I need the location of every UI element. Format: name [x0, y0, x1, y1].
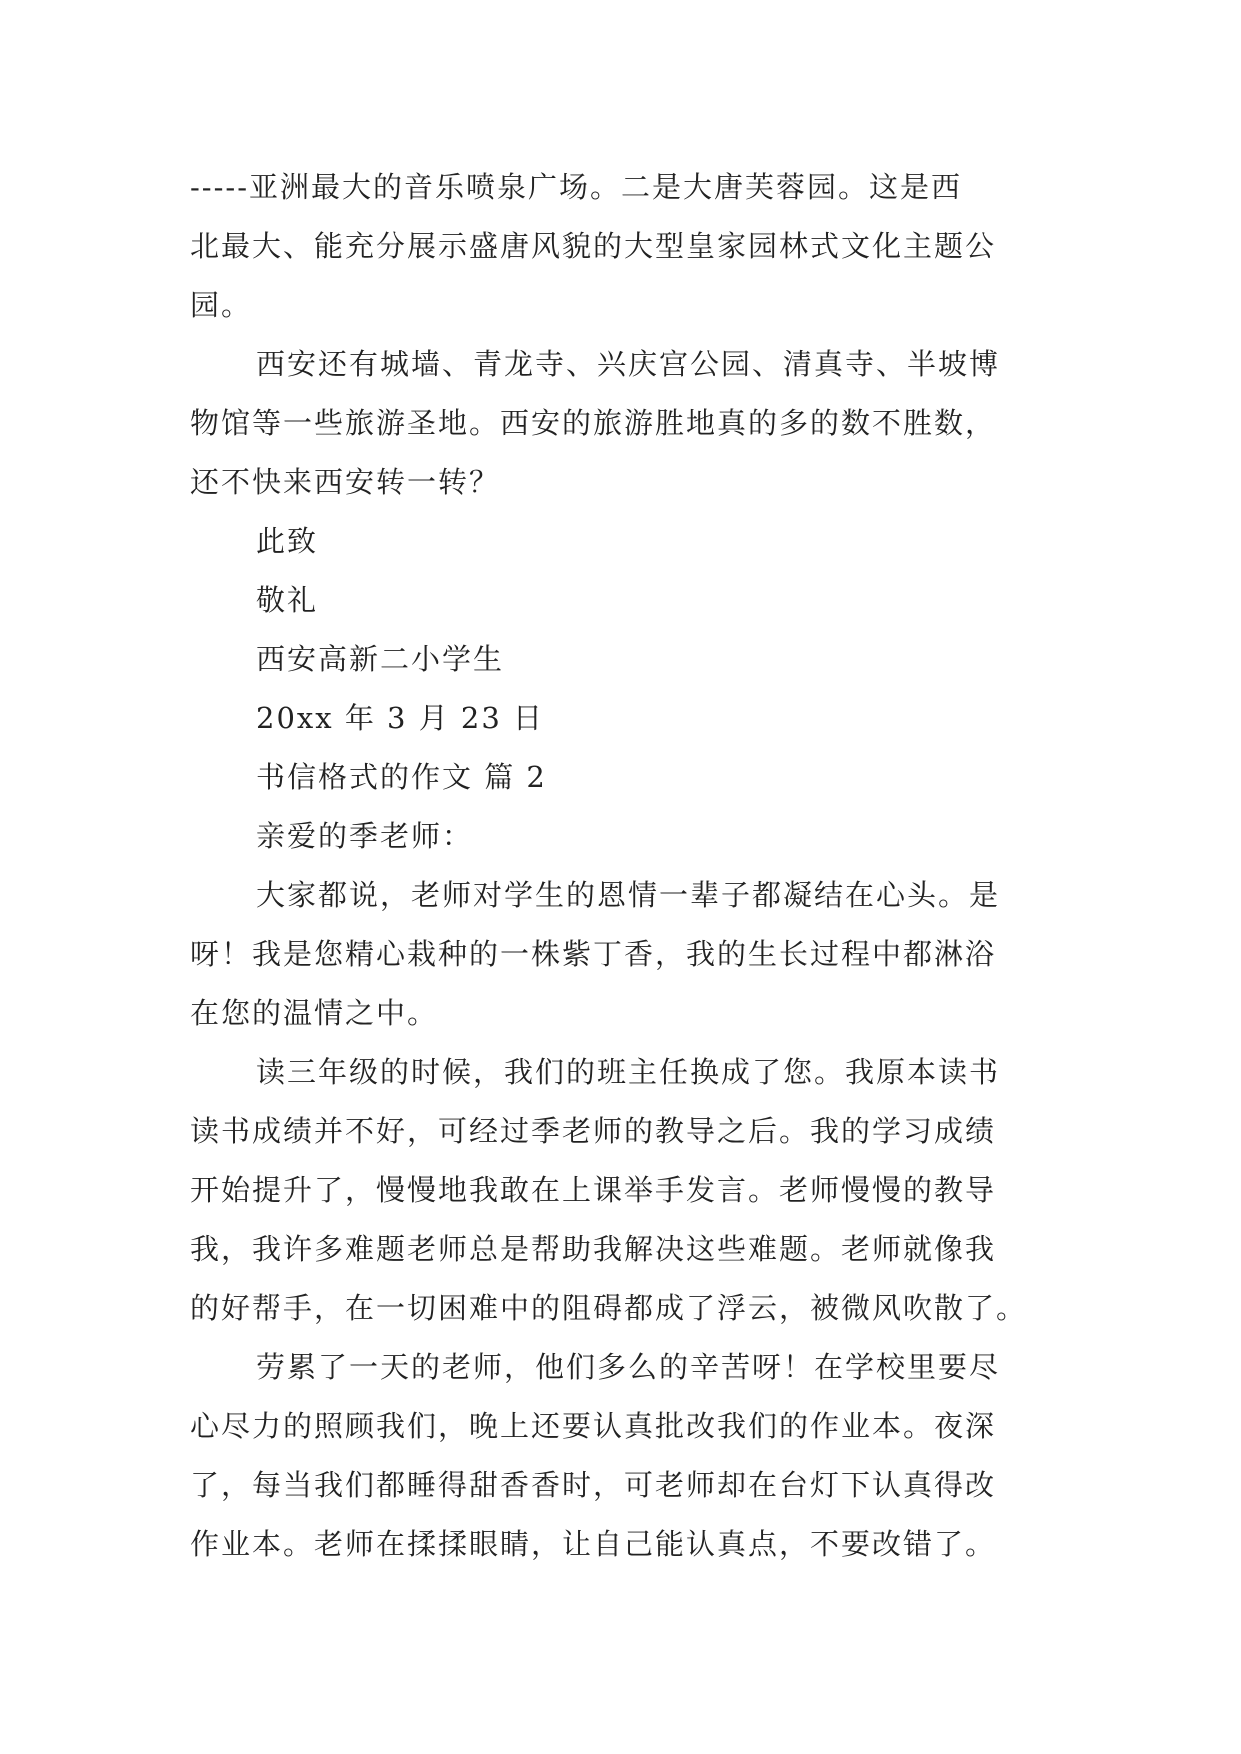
text-line: 的好帮手，在一切困难中的阻碍都成了浮云，被微风吹散了。	[190, 1291, 1028, 1325]
text-line: 呀！我是您精心栽种的一株紫丁香，我的生长过程中都淋浴	[190, 937, 997, 971]
text-line: 敬礼	[256, 583, 319, 617]
text-line: 开始提升了，慢慢地我敢在上课举手发言。老师慢慢的教导	[190, 1173, 997, 1207]
text-line: 西安还有城墙、青龙寺、兴庆宫公园、清真寺、半坡博	[256, 347, 1001, 381]
text-line: 此致	[256, 524, 319, 558]
letter-body	[190, 158, 1070, 1574]
text-line: 作业本。老师在揉揉眼睛，让自己能认真点，不要改错了。	[190, 1527, 997, 1561]
text-line: 心尽力的照顾我们，晚上还要认真批改我们的作业本。夜深	[190, 1409, 997, 1443]
text-line: 西安高新二小学生	[256, 642, 505, 676]
text-line: 园。	[190, 288, 253, 322]
text-line: 书信格式的作文 篇 2	[256, 760, 547, 794]
text-line: 读三年级的时候，我们的班主任换成了您。我原本读书	[256, 1055, 1001, 1089]
text-line: 20xx 年 3 月 23 日	[256, 701, 545, 735]
text-line: 劳累了一天的老师，他们多么的辛苦呀！在学校里要尽	[256, 1350, 1001, 1384]
text-line: 读书成绩并不好，可经过季老师的教导之后。我的学习成绩	[190, 1114, 997, 1148]
text-line: 大家都说，老师对学生的恩情一辈子都凝结在心头。是	[256, 878, 1001, 912]
text-line: 了，每当我们都睡得甜香香时，可老师却在台灯下认真得改	[190, 1468, 997, 1502]
text-line: 还不快来西安转一转？	[190, 465, 501, 499]
text-line: 物馆等一些旅游圣地。西安的旅游胜地真的多的数不胜数，	[190, 406, 997, 440]
text-line: 在您的温情之中。	[190, 996, 439, 1030]
text-line: -----亚洲最大的音乐喷泉广场。二是大唐芙蓉园。这是西	[190, 170, 962, 204]
text-line: 我，我许多难题老师总是帮助我解决这些难题。老师就像我	[190, 1232, 997, 1266]
text-line: 亲爱的季老师：	[256, 819, 474, 853]
text-line: 北最大、能充分展示盛唐风貌的大型皇家园林式文化主题公	[190, 229, 997, 263]
